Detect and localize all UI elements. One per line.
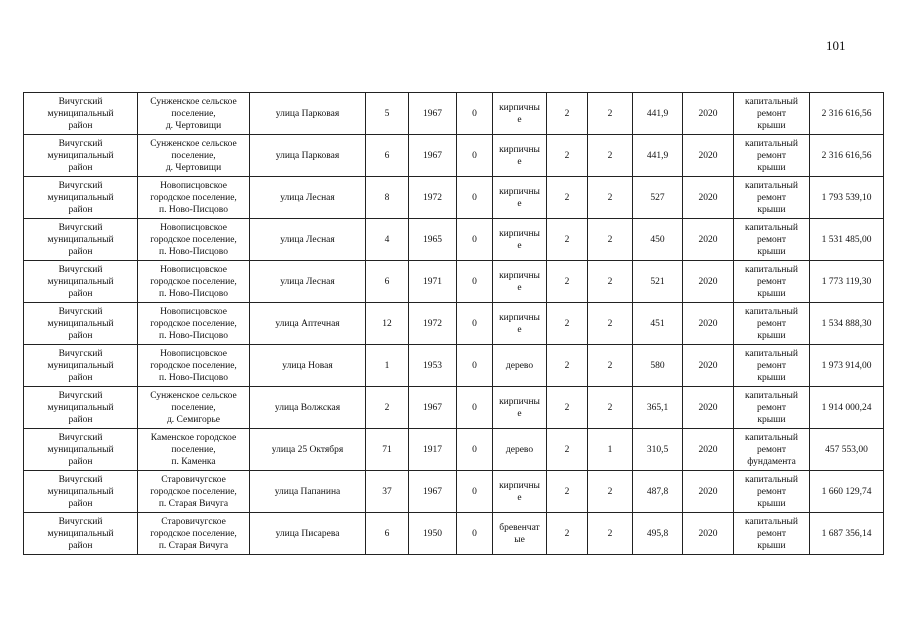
- cell-wall-material: кирпичны е: [493, 387, 547, 429]
- table-row: [24, 513, 884, 555]
- cell-entrances: 1: [588, 429, 633, 471]
- cell-district: Вичугский муниципальный район: [24, 303, 138, 345]
- cell-zero-value: 0: [457, 345, 493, 387]
- cell-cost: 1 973 914,00: [810, 345, 884, 387]
- cell-street: улица Парковая: [250, 135, 366, 177]
- cell-district: Вичугский муниципальный район: [24, 261, 138, 303]
- cell-plan-year: 2020: [683, 261, 734, 303]
- cell-settlement: Сунженское сельское поселение, д. Семигорье: [138, 387, 250, 429]
- cell-plan-year: 2020: [683, 471, 734, 513]
- cell-build-year: 1971: [409, 261, 457, 303]
- cell-plan-year: 2020: [683, 93, 734, 135]
- cell-work-type: капитальный ремонт крыши: [734, 135, 810, 177]
- cell-area: 451: [633, 303, 683, 345]
- cell-entrances: 2: [588, 219, 633, 261]
- cell-wall-material: кирпичны е: [493, 93, 547, 135]
- cell-floors: 2: [547, 303, 588, 345]
- cell-work-type: капитальный ремонт крыши: [734, 513, 810, 555]
- cell-cost: 1 531 485,00: [810, 219, 884, 261]
- cell-work-type: капитальный ремонт крыши: [734, 93, 810, 135]
- cell-street: улица Лесная: [250, 177, 366, 219]
- cell-cost: 2 316 616,56: [810, 135, 884, 177]
- cell-house-number: 6: [366, 261, 409, 303]
- cell-settlement: Новописцовское городское поселение, п. Ново-Писцово: [138, 345, 250, 387]
- cell-cost: 1 534 888,30: [810, 303, 884, 345]
- table-row: [24, 261, 884, 303]
- cell-entrances: 2: [588, 93, 633, 135]
- cell-floors: 2: [547, 429, 588, 471]
- cell-house-number: 37: [366, 471, 409, 513]
- cell-build-year: 1967: [409, 135, 457, 177]
- cell-zero-value: 0: [457, 261, 493, 303]
- table-row: [24, 387, 884, 429]
- cell-plan-year: 2020: [683, 387, 734, 429]
- cell-work-type: капитальный ремонт крыши: [734, 387, 810, 429]
- cell-build-year: 1967: [409, 93, 457, 135]
- cell-house-number: 6: [366, 513, 409, 555]
- cell-street: улица Волжская: [250, 387, 366, 429]
- cell-floors: 2: [547, 93, 588, 135]
- cell-street: улица Писарева: [250, 513, 366, 555]
- cell-area: 495,8: [633, 513, 683, 555]
- cell-settlement: Старовичугское городское поселение, п. Старая Вичуга: [138, 471, 250, 513]
- cell-work-type: капитальный ремонт крыши: [734, 345, 810, 387]
- cell-build-year: 1917: [409, 429, 457, 471]
- cell-district: Вичугский муниципальный район: [24, 345, 138, 387]
- cell-district: Вичугский муниципальный район: [24, 135, 138, 177]
- cell-settlement: Сунженское сельское поселение, д. Чертовищи: [138, 135, 250, 177]
- cell-district: Вичугский муниципальный район: [24, 93, 138, 135]
- cell-build-year: 1965: [409, 219, 457, 261]
- cell-district: Вичугский муниципальный район: [24, 513, 138, 555]
- cell-house-number: 12: [366, 303, 409, 345]
- cell-settlement: Сунженское сельское поселение, д. Чертовищи: [138, 93, 250, 135]
- cell-build-year: 1972: [409, 303, 457, 345]
- cell-street: улица 25 Октября: [250, 429, 366, 471]
- cell-wall-material: кирпичны е: [493, 303, 547, 345]
- cell-plan-year: 2020: [683, 345, 734, 387]
- cell-district: Вичугский муниципальный район: [24, 219, 138, 261]
- cell-work-type: капитальный ремонт крыши: [734, 261, 810, 303]
- cell-plan-year: 2020: [683, 219, 734, 261]
- table-row: [24, 135, 884, 177]
- cell-floors: 2: [547, 261, 588, 303]
- cell-street: улица Аптечная: [250, 303, 366, 345]
- cell-plan-year: 2020: [683, 135, 734, 177]
- cell-house-number: 71: [366, 429, 409, 471]
- cell-entrances: 2: [588, 303, 633, 345]
- cell-zero-value: 0: [457, 387, 493, 429]
- cell-build-year: 1967: [409, 471, 457, 513]
- cell-entrances: 2: [588, 513, 633, 555]
- cell-zero-value: 0: [457, 135, 493, 177]
- cell-area: 365,1: [633, 387, 683, 429]
- cell-zero-value: 0: [457, 429, 493, 471]
- cell-floors: 2: [547, 345, 588, 387]
- cell-zero-value: 0: [457, 303, 493, 345]
- cell-settlement: Старовичугское городское поселение, п. Старая Вичуга: [138, 513, 250, 555]
- cell-build-year: 1972: [409, 177, 457, 219]
- cell-work-type: капитальный ремонт крыши: [734, 219, 810, 261]
- table-row: [24, 177, 884, 219]
- cell-entrances: 2: [588, 387, 633, 429]
- cell-street: улица Лесная: [250, 261, 366, 303]
- cell-area: 441,9: [633, 135, 683, 177]
- cell-street: улица Папанина: [250, 471, 366, 513]
- cell-zero-value: 0: [457, 471, 493, 513]
- cell-wall-material: кирпичны е: [493, 261, 547, 303]
- cell-build-year: 1953: [409, 345, 457, 387]
- cell-work-type: капитальный ремонт крыши: [734, 471, 810, 513]
- cell-entrances: 2: [588, 177, 633, 219]
- cell-settlement: Новописцовское городское поселение, п. Ново-Писцово: [138, 303, 250, 345]
- cell-area: 521: [633, 261, 683, 303]
- cell-district: Вичугский муниципальный район: [24, 429, 138, 471]
- table-row: [24, 303, 884, 345]
- cell-zero-value: 0: [457, 93, 493, 135]
- cell-house-number: 5: [366, 93, 409, 135]
- cell-settlement: Каменское городское поселение, п. Каменка: [138, 429, 250, 471]
- cell-district: Вичугский муниципальный район: [24, 177, 138, 219]
- cell-plan-year: 2020: [683, 303, 734, 345]
- cell-build-year: 1950: [409, 513, 457, 555]
- cell-wall-material: дерево: [493, 429, 547, 471]
- cell-street: улица Лесная: [250, 219, 366, 261]
- table-body: [24, 93, 884, 555]
- cell-settlement: Новописцовское городское поселение, п. Ново-Писцово: [138, 261, 250, 303]
- cell-floors: 2: [547, 471, 588, 513]
- cell-wall-material: кирпичны е: [493, 471, 547, 513]
- cell-house-number: 6: [366, 135, 409, 177]
- cell-plan-year: 2020: [683, 429, 734, 471]
- cell-house-number: 2: [366, 387, 409, 429]
- cell-wall-material: кирпичны е: [493, 219, 547, 261]
- cell-work-type: капитальный ремонт фундамента: [734, 429, 810, 471]
- cell-work-type: капитальный ремонт крыши: [734, 303, 810, 345]
- cell-cost: 1 793 539,10: [810, 177, 884, 219]
- table-row: [24, 429, 884, 471]
- cell-house-number: 8: [366, 177, 409, 219]
- cell-area: 527: [633, 177, 683, 219]
- cell-floors: 2: [547, 177, 588, 219]
- cell-area: 441,9: [633, 93, 683, 135]
- cell-cost: 1 773 119,30: [810, 261, 884, 303]
- cell-street: улица Новая: [250, 345, 366, 387]
- cell-settlement: Новописцовское городское поселение, п. Ново-Писцово: [138, 219, 250, 261]
- cell-zero-value: 0: [457, 219, 493, 261]
- cell-work-type: капитальный ремонт крыши: [734, 177, 810, 219]
- cell-area: 580: [633, 345, 683, 387]
- cell-wall-material: бревенчат ые: [493, 513, 547, 555]
- cell-plan-year: 2020: [683, 513, 734, 555]
- cell-area: 450: [633, 219, 683, 261]
- cell-district: Вичугский муниципальный район: [24, 387, 138, 429]
- table-row: [24, 219, 884, 261]
- cell-floors: 2: [547, 513, 588, 555]
- cell-cost: 2 316 616,56: [810, 93, 884, 135]
- cell-floors: 2: [547, 387, 588, 429]
- cell-wall-material: кирпичны е: [493, 177, 547, 219]
- cell-street: улица Парковая: [250, 93, 366, 135]
- cell-zero-value: 0: [457, 177, 493, 219]
- cell-house-number: 4: [366, 219, 409, 261]
- cell-cost: 1 914 000,24: [810, 387, 884, 429]
- cell-floors: 2: [547, 219, 588, 261]
- cell-entrances: 2: [588, 345, 633, 387]
- housing-repair-table: [23, 92, 884, 555]
- cell-house-number: 1: [366, 345, 409, 387]
- page-number: 101: [826, 38, 846, 53]
- cell-floors: 2: [547, 135, 588, 177]
- cell-district: Вичугский муниципальный район: [24, 471, 138, 513]
- cell-build-year: 1967: [409, 387, 457, 429]
- cell-wall-material: дерево: [493, 345, 547, 387]
- table-row: [24, 345, 884, 387]
- cell-plan-year: 2020: [683, 177, 734, 219]
- cell-entrances: 2: [588, 261, 633, 303]
- cell-wall-material: кирпичны е: [493, 135, 547, 177]
- table-row: [24, 471, 884, 513]
- cell-area: 487,8: [633, 471, 683, 513]
- cell-entrances: 2: [588, 135, 633, 177]
- cell-settlement: Новописцовское городское поселение, п. Ново-Писцово: [138, 177, 250, 219]
- cell-area: 310,5: [633, 429, 683, 471]
- cell-cost: 1 660 129,74: [810, 471, 884, 513]
- cell-zero-value: 0: [457, 513, 493, 555]
- cell-cost: 1 687 356,14: [810, 513, 884, 555]
- cell-cost: 457 553,00: [810, 429, 884, 471]
- table-row: [24, 93, 884, 135]
- cell-entrances: 2: [588, 471, 633, 513]
